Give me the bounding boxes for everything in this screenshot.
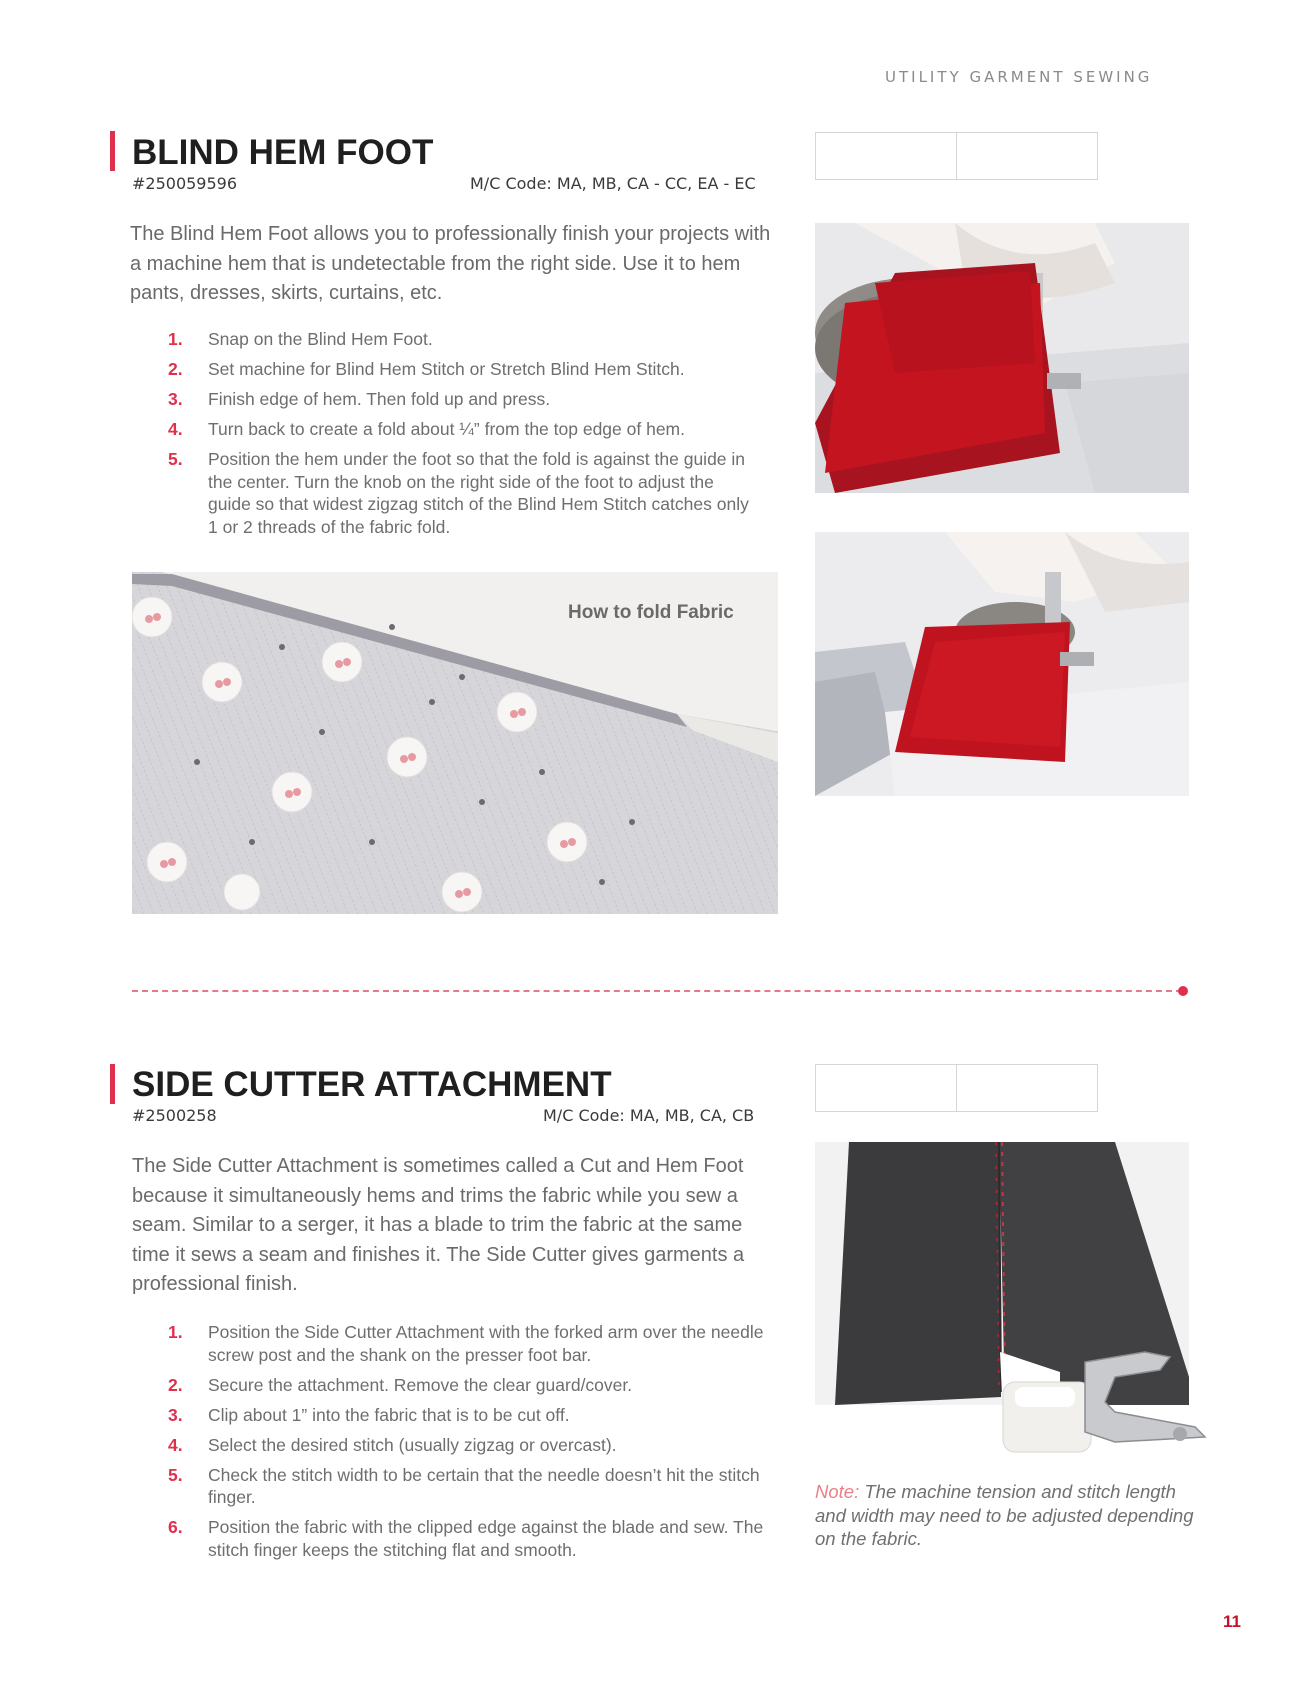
- mc-code: M/C Code: MA, MB, CA - CC, EA - EC: [470, 174, 756, 193]
- divider-endpoint: [1178, 986, 1188, 996]
- title-accent-bar: [110, 131, 115, 171]
- step-item: 2. Set machine for Blind Hem Stitch or Stretch Blind Hem Stitch.: [168, 359, 685, 379]
- step-item: 5. Position the hem under the foot so that the fold is against the guide in the center. Turn the knob on the right side of the foot to adjust the guide so that widest zigzag stitch of the Blind Hem Stitch catches only 1 or 2 threads of the fabric fold.: [168, 449, 749, 537]
- sewing-machine-photo: [815, 223, 1189, 493]
- step-item: 1. Snap on the Blind Hem Foot.: [168, 329, 433, 349]
- step-item: 2. Secure the attachment. Remove the clear guard/cover.: [168, 1374, 633, 1395]
- step-item: 4. Select the desired stitch (usually zigzag or overcast).: [168, 1434, 617, 1455]
- part-number: #2500258: [132, 1106, 217, 1125]
- steps-list-blind-hem: [168, 328, 788, 538]
- step-item: 6. Position the fabric with the clipped edge against the blade and sew. The stitch finger keeps the stitching flat and smooth.: [168, 1517, 764, 1560]
- table-cell: [816, 1065, 957, 1111]
- section-intro: The Blind Hem Foot allows you to professionally finish your projects with a machine hem that is undetectable from the right side. Use it to hem pants, dresses, skirts, curtains, etc.: [130, 223, 771, 304]
- part-number: #250059596: [132, 174, 238, 193]
- side-cutter-photo: [815, 1142, 1210, 1460]
- section-intro: The Side Cutter Attachment is sometimes called a Cut and Hem Foot because it simultaneously hems and trims the fabric while you sew a seam. Similar to a serger, it has a blade to trim the fabric at the same time it sews a seam and finishes it. The Side Cutter gives garments a professional finish.: [132, 1155, 745, 1295]
- stitch-icon-table: [815, 1064, 1098, 1112]
- step-item: 4. Turn back to create a fold about ¼” from the top edge of hem.: [168, 419, 685, 439]
- title-accent-bar: [110, 1064, 115, 1104]
- steps-list-side-cutter: [168, 1321, 788, 1561]
- running-header: UTILITY GARMENT SEWING: [885, 68, 1153, 86]
- step-item: 5. Check the stitch width to be certain that the needle doesn’t hit the stitch finger.: [168, 1464, 760, 1507]
- step-item: 3. Clip about 1” into the fabric that is to be cut off.: [168, 1404, 570, 1425]
- step-item: 1. Position the Side Cutter Attachment with the forked arm over the needle screw post and the shank on the presser foot bar.: [168, 1322, 764, 1365]
- page-number: 11: [1223, 1612, 1241, 1631]
- table-cell: [816, 133, 957, 179]
- mc-code: M/C Code: MA, MB, CA, CB: [543, 1106, 755, 1125]
- section-title-blind-hem: BLIND HEM FOOT: [132, 133, 434, 172]
- sewing-machine-photo-2: [815, 532, 1189, 796]
- step-item: 3. Finish edge of hem. Then fold up and press.: [168, 389, 551, 409]
- note-text: [815, 1480, 1195, 1551]
- stitch-icon-table: [815, 132, 1098, 180]
- table-cell: [957, 133, 1097, 179]
- section-divider: [132, 990, 1182, 992]
- table-cell: [957, 1065, 1097, 1111]
- note-label: Note:: [815, 1481, 860, 1502]
- photo-caption: How to fold Fabric: [568, 602, 734, 623]
- note-body: The machine tension and stitch length and width may need to be adjusted depending on the fabric.: [815, 1481, 1194, 1549]
- section-title-side-cutter: SIDE CUTTER ATTACHMENT: [132, 1065, 612, 1104]
